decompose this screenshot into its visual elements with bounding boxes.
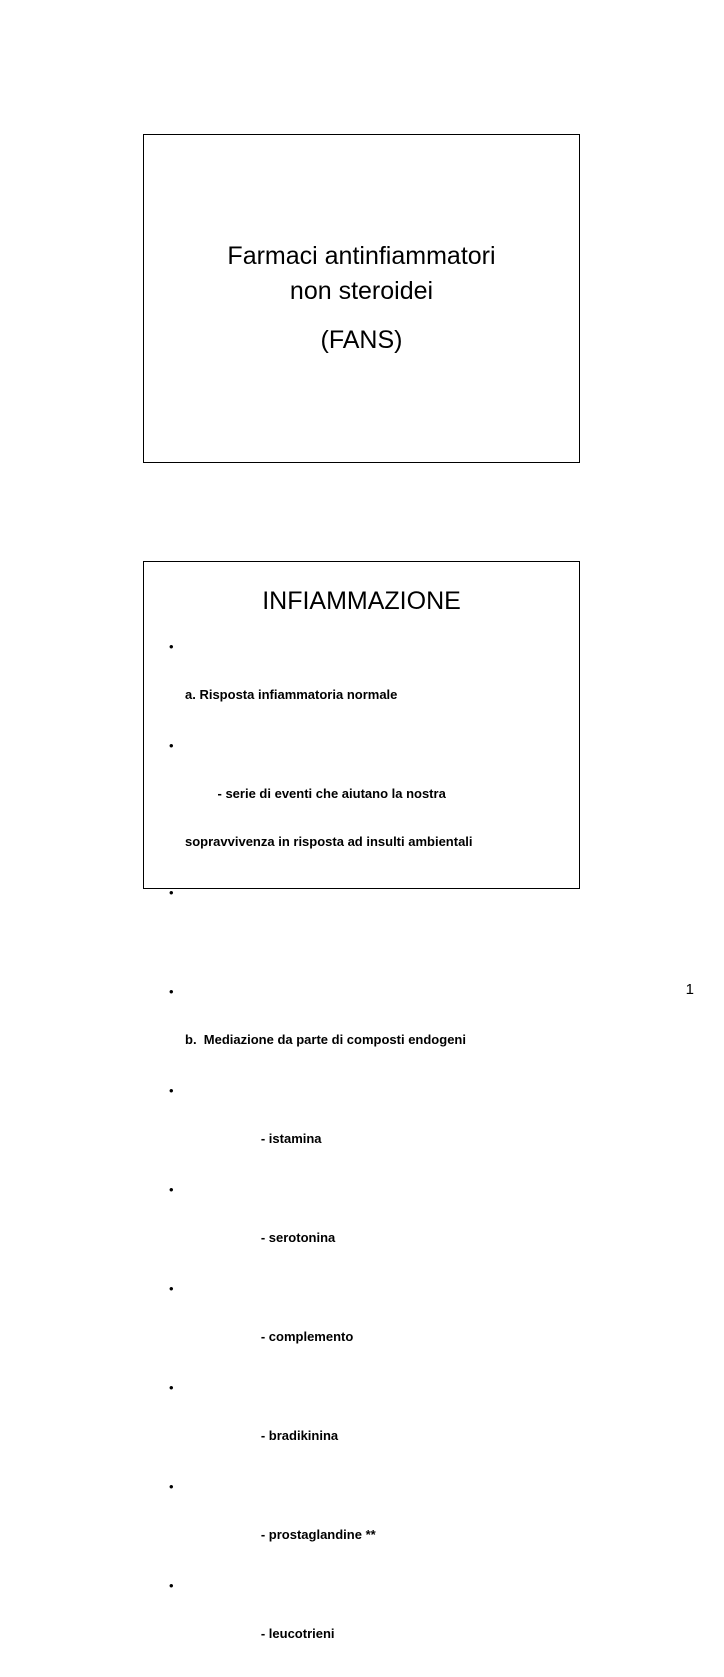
bullet-text: - serie di eventi che aiutano la nostra (185, 786, 446, 801)
bullet-text: - serotonina (185, 1230, 336, 1245)
slide-2-title: INFIAMMAZIONE (262, 587, 461, 615)
bullet-text-continuation: sopravvivenza in risposta ad insulti ambientali (185, 834, 473, 849)
bullet-item (169, 1083, 473, 1179)
bullet-text: b. Mediazione da parte di composti endogeni (185, 1032, 466, 1047)
bullet-text: - complemento (185, 1329, 354, 1344)
bullet-item (169, 738, 473, 882)
bullet-dot: • (169, 1479, 174, 1494)
slide-1-title-line-3: (FANS) (320, 326, 403, 354)
bullet-text: - bradikinina (185, 1428, 339, 1443)
bullet-item (169, 1479, 473, 1575)
bullet-dot: • (169, 1182, 174, 1197)
bullet-item (169, 885, 473, 981)
bullet-item (169, 1380, 473, 1476)
slide-1 (143, 134, 580, 463)
slide-2 (143, 561, 580, 1641)
slide-1-title-line-2: non steroidei (289, 277, 434, 305)
bullet-dot: • (169, 639, 174, 654)
bullet-item (169, 1578, 473, 1674)
bullet-text: - leucotrieni (185, 1626, 335, 1641)
page-number: 1 (685, 981, 694, 998)
bullet-dot: • (169, 1578, 174, 1593)
bullet-text: - istamina (185, 1131, 322, 1146)
bullet-dot: • (169, 885, 174, 900)
bullet-item (169, 1182, 473, 1278)
bullet-item (169, 639, 473, 735)
bullet-text: a. Risposta infiammatoria normale (185, 687, 398, 702)
slide-1-title-line-1: Farmaci antinfiammatori (227, 242, 496, 270)
bullet-item (169, 984, 473, 1080)
bullet-text (185, 933, 473, 949)
bullet-list (169, 639, 473, 1677)
bullet-item (169, 1281, 473, 1377)
bullet-dot: • (169, 738, 174, 753)
bullet-dot: • (169, 1380, 174, 1395)
bullet-dot: • (169, 1281, 174, 1296)
bullet-dot: • (169, 1083, 174, 1098)
bullet-dot: • (169, 984, 174, 999)
bullet-text: - prostaglandine ** (185, 1527, 376, 1542)
